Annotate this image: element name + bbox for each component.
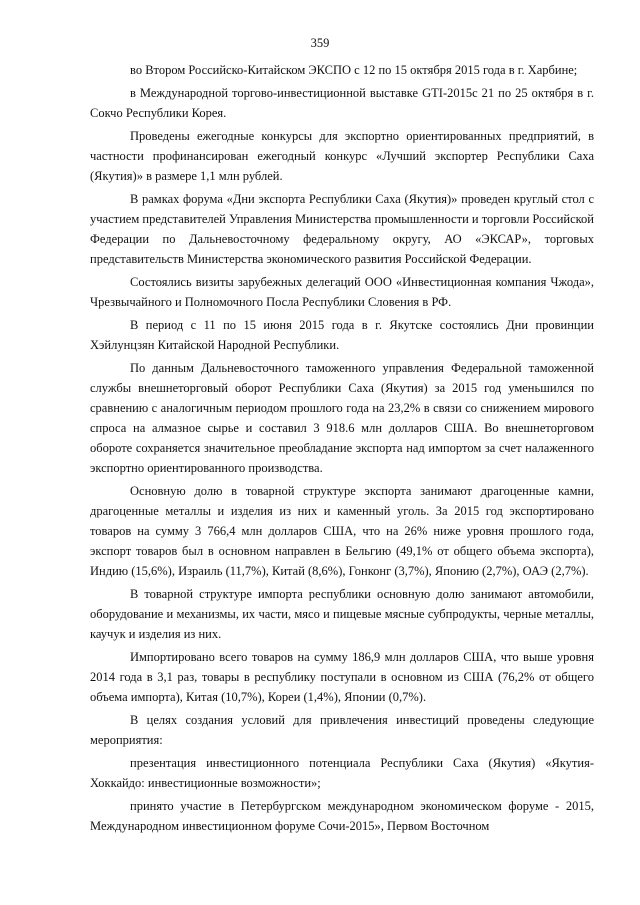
paragraph: презентация инвестиционного потенциала Республики Саха (Якутия) «Якутия-Хоккайдо: инвестиционные возможности»; [90,756,594,790]
paragraph: В целях создания условий для привлечения инвестиций проведены следующие мероприятия: [90,713,594,747]
paragraph: В товарной структуре импорта республики основную долю занимают автомобили, оборудование и механизмы, их части, мясо и пищевые мясные субпродукты, черные металлы, каучук и изделия из них. [90,587,594,641]
paragraph: принято участие в Петербургском международном экономическом форуме - 2015, Международном инвестиционном форуме Сочи-2015», Первом Восточном [90,799,594,833]
paragraph: во Втором Российско-Китайском ЭКСПО с 12 по 15 октября 2015 года в г. Харбине; [130,63,578,77]
paragraph: Основную долю в товарной структуре экспорта занимают драгоценные камни, драгоценные металлы и изделия из них и каменный уголь. За 2015 год экспортировано товаров на сумму 3 766,4 млн долларов США, что на 26% ниже уровня прошлого года, экспорт товаров был в основном направлен в Бельгию (49,1% от общего объема экспорта), Индию (15,6%), Израиль (11,7%), Китай (8,6%), Гонконг (3,7%), Японию (2,7%), ОАЭ (2,7%). [90,484,594,578]
paragraph: В рамках форума «Дни экспорта Республики Саха (Якутия)» проведен круглый стол с участием представителей Управления Министерства промышленности и торговли Российской Федерации по Дальневосточному федеральному округу, АО «ЭКСАР», торговых представительств Министерства экономического развития Российской Федерации. [90,192,594,266]
paragraph: в Международной торгово-инвестиционной выставке GTI-2015с 21 по 25 октября в г. Сокчо Республики Корея. [90,86,594,120]
paragraph: По данным Дальневосточного таможенного управления Федеральной таможенной службы внешнеторговый оборот Республики Саха (Якутия) за 2015 год уменьшился по сравнению с аналогичным периодом прошлого года на 23,2% в связи со снижением мирового спроса на алмазное сырье и составил 3 918.6 млн долларов США. Во внешнеторговом обороте сохраняется значительное преобладание экспорта над импортом за счет налаженного экспортно ориентированного производства. [90,361,594,475]
document-body [90,60,594,839]
paragraph: В период с 11 по 15 июня 2015 года в г. Якутске состоялись Дни провинции Хэйлунцзян Китайской Народной Республики. [90,318,594,352]
paragraph: Проведены ежегодные конкурсы для экспортно ориентированных предприятий, в частности профинансирован ежегодный конкурс «Лучший экспортер Республики Саха (Якутия)» в размере 1,1 млн рублей. [90,129,594,183]
page-number: 359 [310,36,330,50]
paragraph: Импортировано всего товаров на сумму 186,9 млн долларов США, что выше уровня 2014 года в 3,1 раз, товары в республику поступали в основном из США (76,2% от общего объема импорта), Китая (10,7%), Кореи (1,4%), Японии (0,7%). [90,650,594,704]
paragraph: Состоялись визиты зарубежных делегаций ООО «Инвестиционная компания Чжода», Чрезвычайного и Полномочного Посла Республики Словения в РФ. [90,275,594,309]
